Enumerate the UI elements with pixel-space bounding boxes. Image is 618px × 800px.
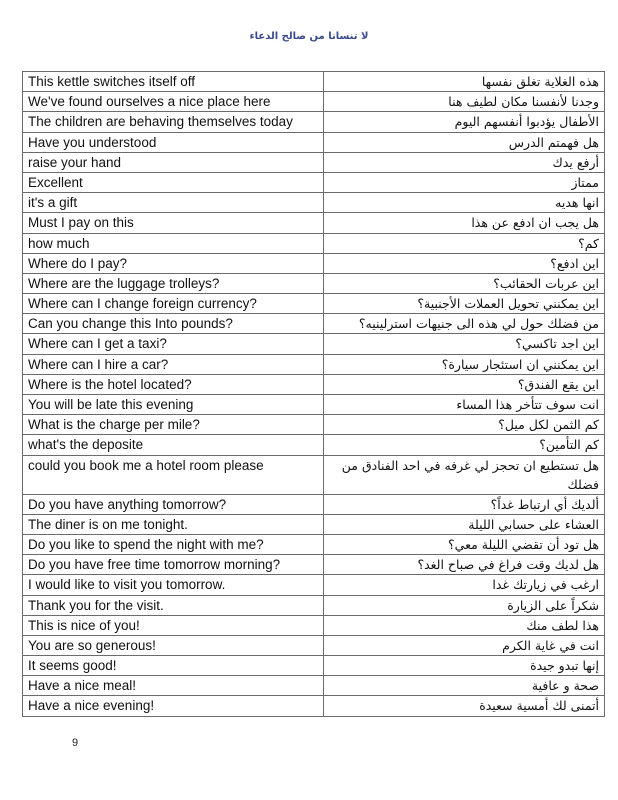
table-row [23,676,605,696]
table-row [23,112,605,132]
english-phrase: I would like to visit you tomorrow. [23,575,324,595]
arabic-translation: أتمنى لك أمسية سعيدة [324,696,605,716]
arabic-translation: انت في غاية الكرم [324,635,605,655]
table-row [23,253,605,273]
arabic-translation: هل تستطيع ان تحجز لي غرفه في احد الفنادق من فضلك [324,455,605,494]
table-row [23,273,605,293]
english-phrase: Excellent [23,172,324,192]
table-row [23,656,605,676]
english-phrase: This is nice of you! [23,615,324,635]
table-row [23,354,605,374]
english-phrase: The diner is on me tonight. [23,514,324,534]
english-phrase: What is the charge per mile? [23,415,324,435]
english-phrase: We've found ourselves a nice place here [23,92,324,112]
arabic-translation: صحة و عافية [324,676,605,696]
arabic-translation: هل فهمتم الدرس [324,132,605,152]
english-phrase: The children are behaving themselves today [23,112,324,132]
table-row [23,152,605,172]
english-phrase: could you book me a hotel room please [23,455,324,494]
arabic-translation: العشاء على حسابي الليلة [324,514,605,534]
table-row [23,696,605,716]
table-row [23,435,605,455]
table-row [23,92,605,112]
phrase-table-body [23,72,605,717]
arabic-translation: هذا لطف منك [324,615,605,635]
english-phrase: Have a nice evening! [23,696,324,716]
table-row [23,575,605,595]
arabic-translation: هذه الغلاية تغلق نفسها [324,72,605,92]
arabic-translation: اين ادفع؟ [324,253,605,273]
table-row [23,415,605,435]
english-phrase: Can you change this Into pounds? [23,314,324,334]
table-row [23,334,605,354]
arabic-translation: اين يمكنني تحويل العملات الأجنبية؟ [324,294,605,314]
table-row [23,514,605,534]
table-row [23,314,605,334]
table-row [23,615,605,635]
arabic-translation: كم التأمين؟ [324,435,605,455]
arabic-translation: كم؟ [324,233,605,253]
page-number: 9 [72,737,79,749]
arabic-translation: اين اجد تاكسي؟ [324,334,605,354]
english-phrase: Do you like to spend the night with me? [23,534,324,554]
page-header: لا تنسانا من صالح الدعاء [249,31,369,42]
table-row [23,213,605,233]
arabic-translation: اين يقع الفندق؟ [324,374,605,394]
table-row [23,534,605,554]
arabic-translation: هل لديك وقت فراغ في صباح الغد؟ [324,555,605,575]
arabic-translation: ألديك أي ارتباط غداً؟ [324,494,605,514]
table-row [23,595,605,615]
arabic-translation: من فضلك حول لي هذه الى جنيهات استرلينيه؟ [324,314,605,334]
arabic-translation: انها هديه [324,193,605,213]
arabic-translation: هل يجب ان ادفع عن هذا [324,213,605,233]
english-phrase: what's the deposite [23,435,324,455]
table-row [23,72,605,92]
english-phrase: how much [23,233,324,253]
arabic-translation: اين عربات الحقائب؟ [324,273,605,293]
arabic-translation: هل تود أن تقضي الليلة معي؟ [324,534,605,554]
english-phrase: Thank you for the visit. [23,595,324,615]
table-row [23,233,605,253]
english-phrase: You are so generous! [23,635,324,655]
english-phrase: Where can I get a taxi? [23,334,324,354]
table-row [23,374,605,394]
arabic-translation: وجدنا لأنفسنا مكان لطيف هنا [324,92,605,112]
arabic-translation: كم الثمن لكل ميل؟ [324,415,605,435]
table-row [23,294,605,314]
english-phrase: it's a gift [23,193,324,213]
english-phrase: Must I pay on this [23,213,324,233]
arabic-translation: اين يمكنني ان استئجار سيارة؟ [324,354,605,374]
arabic-translation: إنها تبدو جيدة [324,656,605,676]
arabic-translation: الأطفال يؤدبوا أنفسهم اليوم [324,112,605,132]
english-phrase: Where do I pay? [23,253,324,273]
english-phrase: Do you have anything tomorrow? [23,494,324,514]
phrase-table [22,71,605,717]
table-row [23,455,605,494]
english-phrase: Where can I hire a car? [23,354,324,374]
english-phrase: raise your hand [23,152,324,172]
table-row [23,193,605,213]
arabic-translation: ارغب في زيارتك غدا [324,575,605,595]
table-row [23,494,605,514]
english-phrase: Have you understood [23,132,324,152]
table-row [23,555,605,575]
english-phrase: This kettle switches itself off [23,72,324,92]
arabic-translation: انت سوف تتأخر هذا المساء [324,395,605,415]
arabic-translation: شكراً على الزيارة [324,595,605,615]
table-row [23,635,605,655]
table-row [23,132,605,152]
table-row [23,395,605,415]
table-row [23,172,605,192]
english-phrase: Do you have free time tomorrow morning? [23,555,324,575]
english-phrase: Have a nice meal! [23,676,324,696]
english-phrase: You will be late this evening [23,395,324,415]
english-phrase: Where can I change foreign currency? [23,294,324,314]
arabic-translation: أرفع يدك [324,152,605,172]
english-phrase: Where are the luggage trolleys? [23,273,324,293]
english-phrase: Where is the hotel located? [23,374,324,394]
english-phrase: It seems good! [23,656,324,676]
arabic-translation: ممتاز [324,172,605,192]
